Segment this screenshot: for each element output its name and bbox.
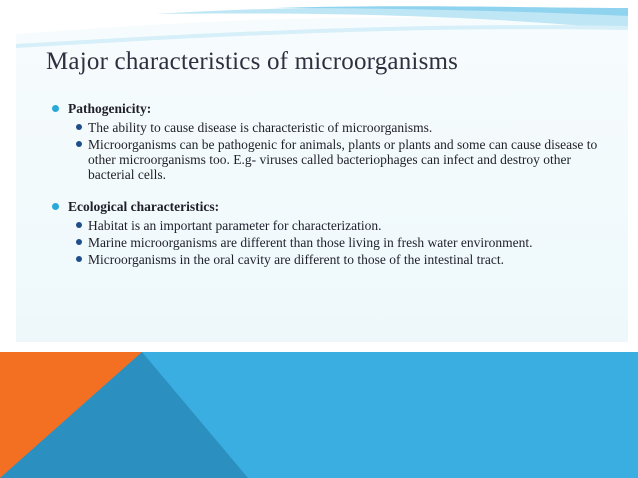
bullet-icon xyxy=(52,105,59,112)
slide-title: Major characteristics of microorganisms xyxy=(46,48,459,75)
bullet-icon xyxy=(76,256,82,262)
list-item xyxy=(88,137,610,182)
list-item xyxy=(88,120,610,135)
list-item xyxy=(88,235,610,250)
bullet-list xyxy=(50,218,610,267)
section-heading xyxy=(50,100,610,117)
bullet-icon xyxy=(76,141,82,147)
list-item xyxy=(88,218,610,233)
list-item xyxy=(88,252,610,267)
decorative-triangles xyxy=(0,352,638,478)
bullet-list xyxy=(50,120,610,182)
bullet-icon xyxy=(76,239,82,245)
section-heading xyxy=(50,198,610,215)
list-item-text: Marine microorganisms are different than those living in fresh water environment. xyxy=(88,235,533,250)
list-item-text: Microorganisms can be pathogenic for animals, plants or plants and some can cause disease to other microorganisms too. E.g- viruses called bacteriophages can infect and destroy other bacterial cells. xyxy=(88,137,598,182)
list-item-text: The ability to cause disease is characteristic of microorganisms. xyxy=(88,120,433,135)
section-ecological xyxy=(50,198,610,267)
bullet-icon xyxy=(52,203,59,210)
section-heading-text: Pathogenicity: xyxy=(68,101,152,116)
decorative-wave xyxy=(16,4,628,50)
section-heading-text: Ecological characteristics: xyxy=(68,199,220,214)
slide-image xyxy=(16,4,628,342)
list-item-text: Microorganisms in the oral cavity are different to those of the intestinal tract. xyxy=(88,252,505,267)
list-item-text: Habitat is an important parameter for characterization. xyxy=(88,218,382,233)
bullet-icon xyxy=(76,222,82,228)
slide-content xyxy=(50,100,610,283)
section-pathogenicity xyxy=(50,100,610,182)
bullet-icon xyxy=(76,124,82,130)
